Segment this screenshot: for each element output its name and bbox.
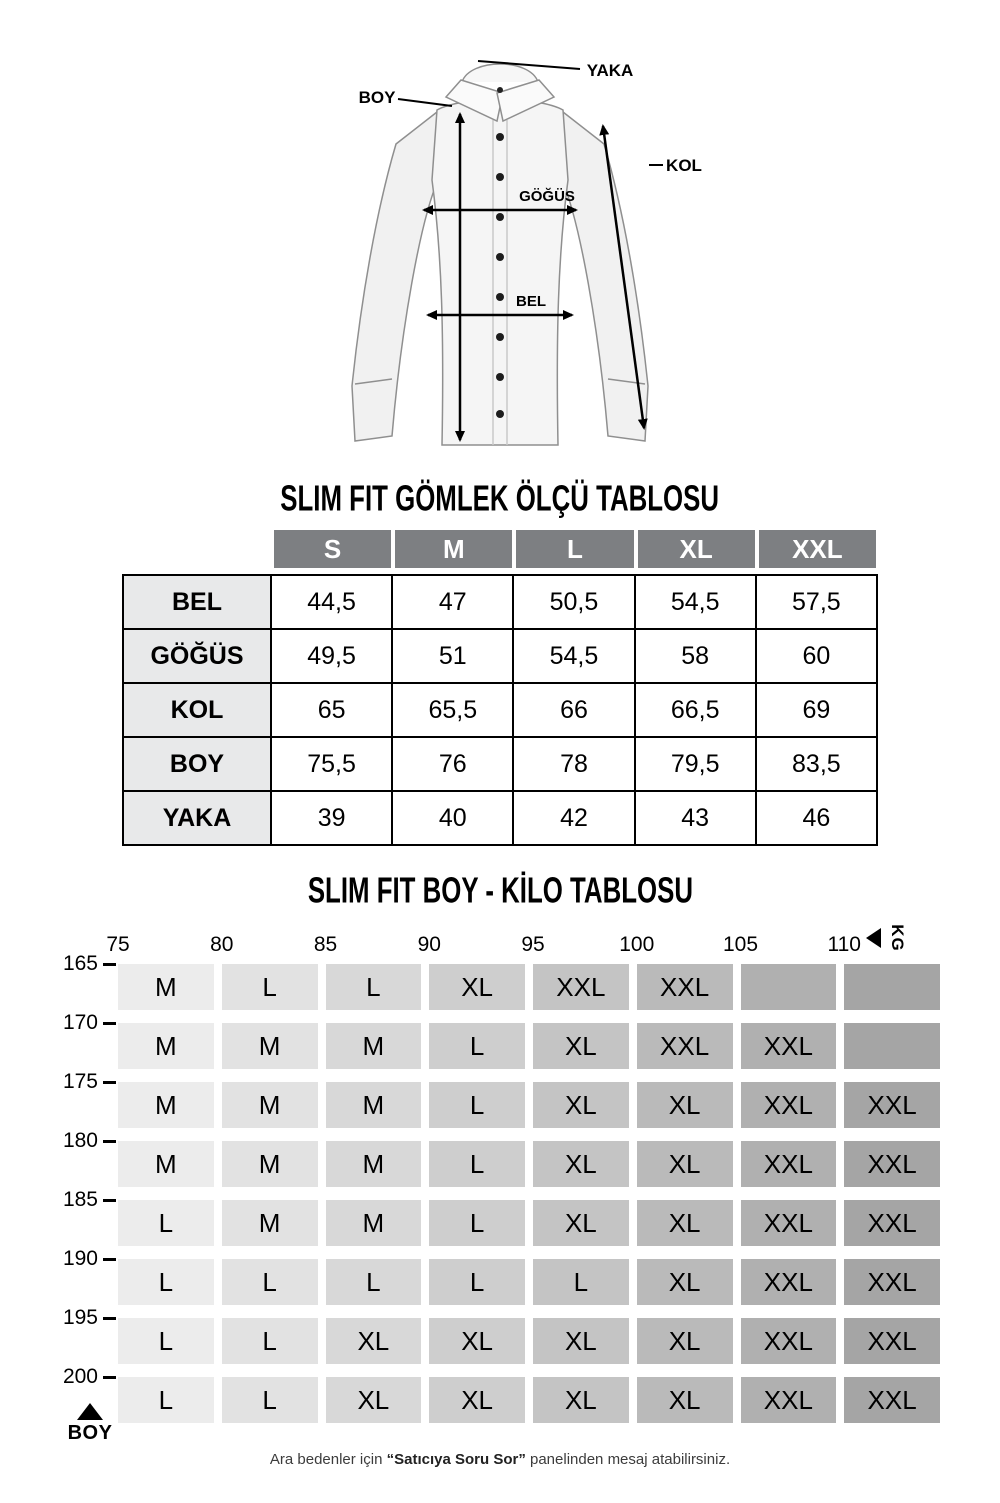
kg-arrow-left-icon <box>866 928 881 948</box>
measurement-value-cell: 44,5 <box>272 574 393 630</box>
height-value: 190 <box>62 1247 98 1270</box>
height-weight-title-text: SLIM FIT BOY - KİLO TABLOSU <box>307 871 693 911</box>
measurement-value-cell: 75,5 <box>272 738 393 792</box>
weight-axis-label: 110 <box>827 933 861 956</box>
grid-size-cell: XL <box>637 1377 733 1423</box>
grid-size-cell: L <box>222 964 318 1010</box>
collar-button <box>497 87 503 93</box>
measurement-value-cell: 50,5 <box>514 574 635 630</box>
grid-size-cell: L <box>222 1377 318 1423</box>
height-weight-chart <box>60 924 940 1423</box>
grid-size-cell: XXL <box>844 1259 940 1305</box>
size-table-section <box>122 530 878 846</box>
grid-size-cell: XL <box>637 1141 733 1187</box>
measurement-value-cell: 49,5 <box>272 630 393 684</box>
measurement-value-cell: 39 <box>272 792 393 846</box>
height-tick-mark <box>103 1199 116 1202</box>
grid-size-cell: L <box>326 1259 422 1305</box>
grid-size-cell: XXL <box>741 1377 837 1423</box>
boy-arrow-up-icon <box>77 1403 103 1420</box>
height-weight-title <box>0 872 1000 910</box>
measurement-value-cell: 47 <box>393 574 514 630</box>
height-tick-mark <box>103 1140 116 1143</box>
collar-band <box>462 64 538 82</box>
measurement-row-label: YAKA <box>122 792 272 846</box>
gogus-measure-label: GÖĞÜS <box>519 188 575 205</box>
measurement-value-cell: 60 <box>757 630 878 684</box>
height-value: 175 <box>62 1070 98 1093</box>
measurement-value-cell: 78 <box>514 738 635 792</box>
bel-measure-label: BEL <box>516 293 546 310</box>
height-axis-label <box>63 1129 116 1153</box>
grid-size-cell: XL <box>533 1082 629 1128</box>
grid-size-cell: XL <box>637 1318 733 1364</box>
size-table-row <box>122 630 878 684</box>
weight-axis-label: 80 <box>210 933 234 956</box>
grid-size-cell: XL <box>533 1377 629 1423</box>
grid-size-cell: XXL <box>844 1377 940 1423</box>
size-table-row <box>122 574 878 630</box>
weight-axis-label: 105 <box>722 933 759 956</box>
weight-axis-label: 85 <box>313 933 338 956</box>
size-column-header: M <box>393 530 514 568</box>
shirt-body <box>432 100 568 446</box>
height-value: 165 <box>62 952 98 975</box>
grid-size-cell: L <box>118 1200 214 1246</box>
height-axis-label <box>63 1011 116 1035</box>
size-table-header-row <box>122 530 878 568</box>
size-column-header: L <box>514 530 635 568</box>
grid-size-cell: M <box>326 1023 422 1069</box>
bottom-section <box>0 1423 1000 1503</box>
size-table-body <box>122 568 878 846</box>
shirt-button <box>496 133 504 141</box>
measurement-value-cell: 76 <box>393 738 514 792</box>
size-column-header: XXL <box>757 530 878 568</box>
shirt-left-sleeve <box>352 112 438 441</box>
grid-size-cell: M <box>222 1023 318 1069</box>
measurement-value-cell: 42 <box>514 792 635 846</box>
shirt-button <box>496 253 504 261</box>
grid-size-cell: XXL <box>741 1082 837 1128</box>
measurement-value-cell: 54,5 <box>514 630 635 684</box>
grid-size-cell: XL <box>637 1200 733 1246</box>
grid-size-cell: XXL <box>844 1141 940 1187</box>
grid-size-cell: XXL <box>844 1318 940 1364</box>
height-tick-mark <box>103 1317 116 1320</box>
grid-size-cell: XXL <box>844 1200 940 1246</box>
height-value: 170 <box>62 1011 98 1034</box>
measurement-value-cell: 79,5 <box>636 738 757 792</box>
measurement-value-cell: 57,5 <box>757 574 878 630</box>
boy-leader-line <box>398 99 452 106</box>
grid-size-cell: XXL <box>741 1141 837 1187</box>
boy-measure-label: BOY <box>358 88 396 107</box>
grid-size-cell: XXL <box>741 1259 837 1305</box>
shirt-outline <box>352 64 648 445</box>
chart-main <box>60 952 940 1423</box>
size-table-title-text: SLIM FIT GÖMLEK ÖLÇÜ TABLOSU <box>280 479 720 519</box>
grid-size-cell: L <box>326 964 422 1010</box>
measurement-value-cell: 51 <box>393 630 514 684</box>
boy-axis-marker <box>66 1403 114 1445</box>
measurement-value-cell: 46 <box>757 792 878 846</box>
height-tick-mark <box>103 963 116 966</box>
measurement-row-label: BEL <box>122 574 272 630</box>
measurement-row-label: BOY <box>122 738 272 792</box>
grid-size-cell: XL <box>326 1318 422 1364</box>
footer-text-after: panelinden mesaj atabilirsiniz. <box>525 1451 731 1468</box>
height-axis-label <box>63 1306 116 1330</box>
grid-size-cell: XXL <box>741 1318 837 1364</box>
grid-size-cell: XL <box>429 964 525 1010</box>
measurement-value-cell: 54,5 <box>636 574 757 630</box>
measurement-value-cell: 40 <box>393 792 514 846</box>
grid-size-cell: XXL <box>637 1023 733 1069</box>
kg-axis-marker <box>866 924 911 952</box>
grid-size-cell: XL <box>533 1023 629 1069</box>
kol-measure-label: KOL <box>666 156 702 175</box>
measurement-row-label: KOL <box>122 684 272 738</box>
grid-size-cell: M <box>222 1200 318 1246</box>
grid-size-cell: L <box>429 1023 525 1069</box>
grid-empty-cell <box>741 964 837 1010</box>
grid-size-cell: L <box>429 1200 525 1246</box>
shirt-button <box>496 333 504 341</box>
shirt-button <box>496 173 504 181</box>
height-tick-mark <box>103 1081 116 1084</box>
size-table-row <box>122 684 878 738</box>
grid-size-cell: M <box>118 1082 214 1128</box>
grid-size-cell: XL <box>533 1318 629 1364</box>
grid-size-cell: M <box>326 1200 422 1246</box>
measurement-value-cell: 83,5 <box>757 738 878 792</box>
grid-size-cell: XL <box>533 1141 629 1187</box>
height-value: 195 <box>62 1306 98 1329</box>
grid-size-cell: XL <box>637 1082 733 1128</box>
size-table-corner <box>122 530 272 568</box>
grid-size-cell: XXL <box>844 1082 940 1128</box>
grid-size-cell: L <box>118 1377 214 1423</box>
grid-size-cell: L <box>222 1318 318 1364</box>
shirt-measurement-diagram <box>0 0 1000 470</box>
measurement-value-cell: 43 <box>636 792 757 846</box>
kg-label: KG <box>887 924 907 952</box>
weight-axis-label: 90 <box>417 933 441 956</box>
height-axis-label <box>63 1070 116 1094</box>
shirt-diagram-svg <box>0 0 1000 470</box>
weight-axis-label: 75 <box>106 933 130 956</box>
height-tick-mark <box>103 1258 116 1261</box>
size-column-header: S <box>272 530 393 568</box>
shirt-right-sleeve <box>562 112 648 441</box>
grid-size-cell: M <box>118 1023 214 1069</box>
height-value: 200 <box>62 1365 98 1388</box>
weight-axis <box>106 930 940 964</box>
grid-size-cell: M <box>326 1141 422 1187</box>
grid-size-cell: L <box>429 1259 525 1305</box>
grid-size-cell: XXL <box>637 964 733 1010</box>
grid-size-cell: XXL <box>741 1023 837 1069</box>
measurement-value-cell: 58 <box>636 630 757 684</box>
grid-size-cell: M <box>222 1141 318 1187</box>
grid-size-cell: L <box>222 1259 318 1305</box>
size-column-header: XL <box>636 530 757 568</box>
measurement-value-cell: 65,5 <box>393 684 514 738</box>
footer-text-before: Ara bedenler için <box>269 1451 387 1468</box>
height-axis-label <box>63 1247 116 1271</box>
shirt-button <box>496 293 504 301</box>
size-table <box>122 530 878 846</box>
measurement-value-cell: 69 <box>757 684 878 738</box>
shirt-button <box>496 373 504 381</box>
grid-size-cell: XL <box>429 1318 525 1364</box>
grid-size-cell: M <box>222 1082 318 1128</box>
grid-size-cell: XL <box>533 1200 629 1246</box>
height-value: 185 <box>62 1188 98 1211</box>
footer-note <box>0 1451 1000 1468</box>
footer-text-bold: “Satıcıya Soru Sor” <box>386 1451 526 1468</box>
grid-size-cell: L <box>118 1318 214 1364</box>
weight-axis-label: 95 <box>521 933 545 956</box>
size-table-title <box>0 480 1000 518</box>
grid-size-cell: M <box>326 1082 422 1128</box>
height-axis-label <box>63 1188 116 1212</box>
grid-size-cell: M <box>118 1141 214 1187</box>
weight-axis-row <box>106 924 940 964</box>
grid-size-cell: XXL <box>533 964 629 1010</box>
grid-size-cell: L <box>429 1082 525 1128</box>
grid-size-cell: XL <box>326 1377 422 1423</box>
yaka-measure-label: YAKA <box>586 61 634 80</box>
height-axis-label <box>63 952 116 976</box>
measurement-value-cell: 65 <box>272 684 393 738</box>
measurement-value-cell: 66,5 <box>636 684 757 738</box>
boy-label: BOY <box>67 1422 113 1444</box>
height-tick-mark <box>103 1376 116 1379</box>
shirt-button <box>496 213 504 221</box>
measurement-value-cell: 66 <box>514 684 635 738</box>
weight-axis-label: 100 <box>619 933 655 956</box>
height-tick-mark <box>103 1022 116 1025</box>
height-value: 180 <box>62 1129 98 1152</box>
size-table-row <box>122 738 878 792</box>
grid-size-cell: M <box>118 964 214 1010</box>
grid-size-cell: L <box>118 1259 214 1305</box>
grid-size-cell: L <box>533 1259 629 1305</box>
size-table-row <box>122 792 878 846</box>
grid-size-cell: XXL <box>741 1200 837 1246</box>
grid-size-cell: L <box>429 1141 525 1187</box>
measurement-row-label: GÖĞÜS <box>122 630 272 684</box>
height-axis-label <box>63 1365 116 1389</box>
shirt-button <box>496 410 504 418</box>
height-axis <box>60 952 118 1423</box>
size-grid <box>118 964 940 1423</box>
grid-size-cell: XL <box>429 1377 525 1423</box>
grid-size-cell: XL <box>637 1259 733 1305</box>
grid-empty-cell <box>844 964 940 1010</box>
grid-empty-cell <box>844 1023 940 1069</box>
